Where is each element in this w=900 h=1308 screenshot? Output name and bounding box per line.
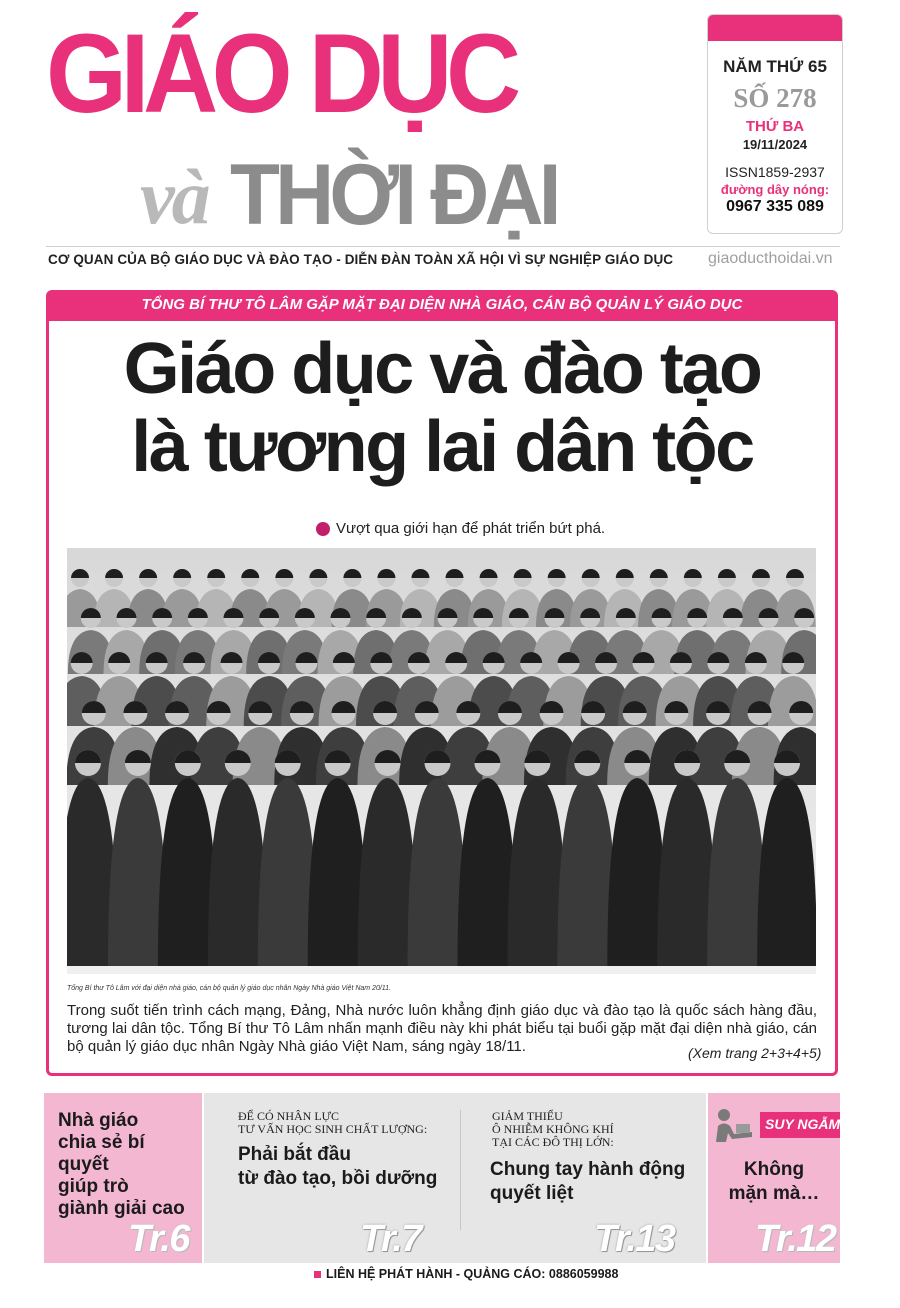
masthead-tagline: CƠ QUAN CỦA BỘ GIÁO DỤC VÀ ĐÀO TẠO - DIỄN ĐÀN TOÀN XÃ HỘI VÌ SỰ NGHIỆP GIÁO DỤC [48, 252, 674, 267]
teaser-2-kicker-1: ĐỂ CÓ NHÂN LỰC [238, 1109, 339, 1123]
teaser-3-page: Tr.13 [594, 1218, 675, 1260]
teaser-3-kicker [492, 1110, 614, 1149]
issue-number: SỐ 278 [733, 83, 817, 113]
lead-kicker: TỔNG BÍ THƯ TÔ LÂM GẶP MẶT ĐẠI DIỆN NHÀ GIÁO, CÁN BỘ QUẢN LÝ GIÁO DỤC [141, 296, 743, 313]
teaser-3-kicker-3: TẠI CÁC ĐÔ THỊ LỚN: [492, 1135, 614, 1149]
teaser-divider [460, 1110, 461, 1230]
opinion-tag-label: SUY NGẪM [765, 1116, 841, 1132]
teaser-1-line-1: Nhà giáo [58, 1110, 139, 1131]
teaser-2-line-2: từ đào tạo, bồi dưỡng [238, 1168, 438, 1189]
issue-info-bar [708, 15, 842, 41]
teaser-1-page: Tr.6 [128, 1218, 189, 1260]
issue-date: 19/11/2024 [742, 137, 808, 152]
teaser-1-line-4: giành giải cao [58, 1198, 185, 1219]
teaser-2-kicker-2: TƯ VẤN HỌC SINH CHẤT LƯỢNG: [238, 1122, 428, 1136]
teaser-4-page: Tr.12 [755, 1218, 836, 1260]
footer-contact: LIÊN HỆ PHÁT HÀNH - QUẢNG CÁO: 0886059988 [326, 1267, 619, 1281]
teaser-1-title[interactable] [58, 1110, 198, 1220]
teaser-2-line-1: Phải bắt đầu [238, 1144, 351, 1165]
teaser-2-page: Tr.7 [360, 1218, 421, 1260]
teaser-3-line-2: quyết liệt [490, 1183, 574, 1204]
masthead-rule [46, 246, 840, 247]
photo-caption: Tổng Bí thư Tô Lâm với đại diện nhà giáo, cán bộ quản lý giáo dục nhân Ngày Nhà giáo Việt Nam 20/11. [67, 985, 392, 992]
lead-group-photo[interactable] [67, 548, 816, 974]
headline-line-1: Giáo dục và đào tạo [123, 329, 761, 409]
issue-issn: ISSN1859-2937 [725, 164, 825, 180]
teaser-2-title[interactable] [238, 1143, 437, 1191]
teaser-3-title[interactable] [490, 1158, 685, 1206]
teaser-4-line-1: Không [743, 1159, 805, 1180]
masthead-logo-top: GIÁO DỤC [46, 11, 515, 136]
headline-line-2: là tương lai dân tộc [131, 407, 753, 487]
teaser-3-line-1: Chung tay hành động [490, 1159, 686, 1180]
hotline-number: 0967 335 089 [726, 198, 824, 215]
bullet-dot-icon [316, 522, 330, 536]
teaser-3-kicker-2: Ô NHIỄM KHÔNG KHÍ [492, 1122, 614, 1136]
see-pages-link[interactable]: (Xem trang 2+3+4+5) [688, 1045, 822, 1061]
masthead-logo-bottom: THỜI ĐẠI [230, 147, 557, 243]
teaser-3-kicker-1: GIẢM THIỂU [492, 1109, 563, 1123]
group-photo-illustration [67, 548, 816, 974]
teaser-4-line-2: mặn mà… [728, 1183, 820, 1204]
footer-square-icon [314, 1271, 321, 1278]
reader-icon [712, 1106, 758, 1151]
lead-body-text: Trong suốt tiến trình cách mạng, Đảng, Nhà nước luôn khẳng định giáo dục và đào tạo là quốc sách hàng đầu, tương lai dân tộc. Tổng Bí thư Tô Lâm nhấn mạnh điều này khi phát biểu tại buổi gặp mặt đại diện nhà giáo, cán bộ quản lý giáo dục nhân Ngày Nhà giáo Việt Nam, sáng ngày 18/11. [67, 1002, 817, 1055]
teaser-1-line-3: giúp trò [58, 1176, 129, 1197]
teaser-1-line-2: chia sẻ bí quyết [58, 1132, 145, 1175]
lead-subhead: Vượt qua giới hạn để phát triển bứt phá. [336, 520, 606, 537]
issue-info-box [707, 14, 843, 234]
masthead-logo-va: và [140, 153, 208, 240]
issue-year: NĂM THỨ 65 [723, 57, 827, 76]
issue-weekday: THỨ BA [745, 118, 805, 135]
teaser-2-kicker [238, 1110, 427, 1136]
hotline-label: đường dây nóng: [720, 182, 830, 197]
lead-headline[interactable] [60, 330, 824, 486]
teaser-4-title[interactable] [712, 1158, 836, 1206]
website-link[interactable]: giaoducthoidai.vn [708, 250, 833, 267]
